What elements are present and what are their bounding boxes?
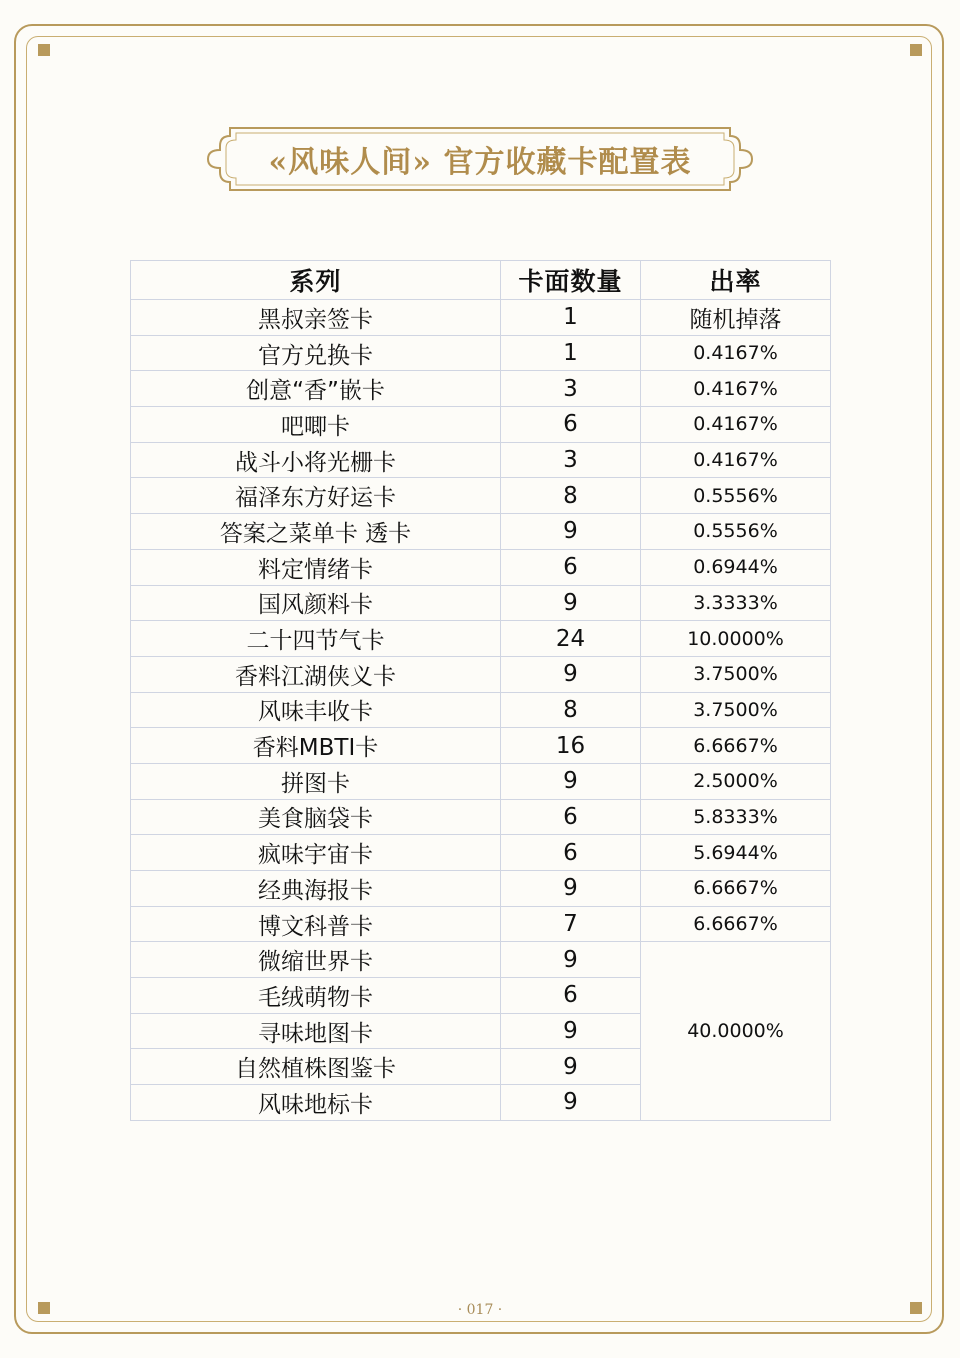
count-cell: 1 [501,335,641,371]
header-count: 卡面数量 [501,261,641,300]
table-row [131,728,831,764]
series-cell: 疯味宇宙卡 [131,835,501,871]
table-row [131,335,831,371]
table-row [131,656,831,692]
rate-cell: 随机掉落 [641,300,831,336]
table-row [131,585,831,621]
series-cell: 国风颜料卡 [131,585,501,621]
card-config-table [130,260,831,1121]
rate-cell: 0.5556% [641,514,831,550]
series-cell: 微缩世界卡 [131,942,501,978]
corner-ornament [910,44,922,56]
count-cell: 3 [501,371,641,407]
merged-rate-cell: 40.0000% [641,942,831,1120]
series-cell: 官方兑换卡 [131,335,501,371]
table-row [131,692,831,728]
count-cell: 8 [501,692,641,728]
table-row [131,300,831,336]
count-cell: 9 [501,656,641,692]
table-row [131,514,831,550]
series-cell: 料定情绪卡 [131,549,501,585]
table-row [131,549,831,585]
series-cell: 二十四节气卡 [131,621,501,657]
series-cell: 创意“香”嵌卡 [131,371,501,407]
rate-cell: 0.6944% [641,549,831,585]
rate-cell: 3.3333% [641,585,831,621]
count-cell: 6 [501,549,641,585]
table-row [131,835,831,871]
series-cell: 毛绒萌物卡 [131,978,501,1014]
table-row [131,478,831,514]
count-cell: 7 [501,906,641,942]
count-cell: 9 [501,1085,641,1121]
count-cell: 6 [501,835,641,871]
count-cell: 8 [501,478,641,514]
rate-cell: 0.4167% [641,442,831,478]
page-title: «风味人间» 官方收藏卡配置表 [268,145,692,180]
series-cell: 经典海报卡 [131,871,501,907]
series-cell: 博文科普卡 [131,906,501,942]
table-row [131,763,831,799]
count-cell: 9 [501,1049,641,1085]
rate-cell: 6.6667% [641,728,831,764]
table-row [131,621,831,657]
series-cell: 自然植株图鉴卡 [131,1049,501,1085]
series-cell: 风味丰收卡 [131,692,501,728]
count-cell: 1 [501,300,641,336]
table-row [131,871,831,907]
count-cell: 9 [501,763,641,799]
series-cell: 香料MBTI卡 [131,728,501,764]
count-cell: 9 [501,871,641,907]
series-cell: 黑叔亲签卡 [131,300,501,336]
title-plate [206,126,754,192]
page-number: · 017 · [457,1302,503,1318]
count-cell: 16 [501,728,641,764]
series-cell: 拼图卡 [131,763,501,799]
table-header-row [131,261,831,300]
series-cell: 战斗小将光栅卡 [131,442,501,478]
count-cell: 9 [501,942,641,978]
table-row [131,906,831,942]
corner-ornament [38,44,50,56]
rate-cell: 6.6667% [641,871,831,907]
rate-cell: 3.7500% [641,656,831,692]
count-cell: 6 [501,978,641,1014]
rate-cell: 5.8333% [641,799,831,835]
series-cell: 福泽东方好运卡 [131,478,501,514]
rate-cell: 3.7500% [641,692,831,728]
count-cell: 9 [501,585,641,621]
count-cell: 9 [501,1013,641,1049]
count-cell: 6 [501,407,641,443]
table-row [131,407,831,443]
count-cell: 9 [501,514,641,550]
series-cell: 风味地标卡 [131,1085,501,1121]
table-row [131,371,831,407]
rate-cell: 0.4167% [641,371,831,407]
table-row [131,442,831,478]
table-row [131,942,831,978]
rate-cell: 0.5556% [641,478,831,514]
rate-cell: 6.6667% [641,906,831,942]
rate-cell: 0.4167% [641,407,831,443]
rate-cell: 10.0000% [641,621,831,657]
series-cell: 美食脑袋卡 [131,799,501,835]
rate-cell: 5.6944% [641,835,831,871]
count-cell: 24 [501,621,641,657]
header-rate: 出率 [641,261,831,300]
table-row [131,799,831,835]
series-cell: 答案之菜单卡 透卡 [131,514,501,550]
header-series: 系列 [131,261,501,300]
series-cell: 寻味地图卡 [131,1013,501,1049]
count-cell: 6 [501,799,641,835]
rate-cell: 2.5000% [641,763,831,799]
series-cell: 吧唧卡 [131,407,501,443]
series-cell: 香料江湖侠义卡 [131,656,501,692]
rate-cell: 0.4167% [641,335,831,371]
count-cell: 3 [501,442,641,478]
